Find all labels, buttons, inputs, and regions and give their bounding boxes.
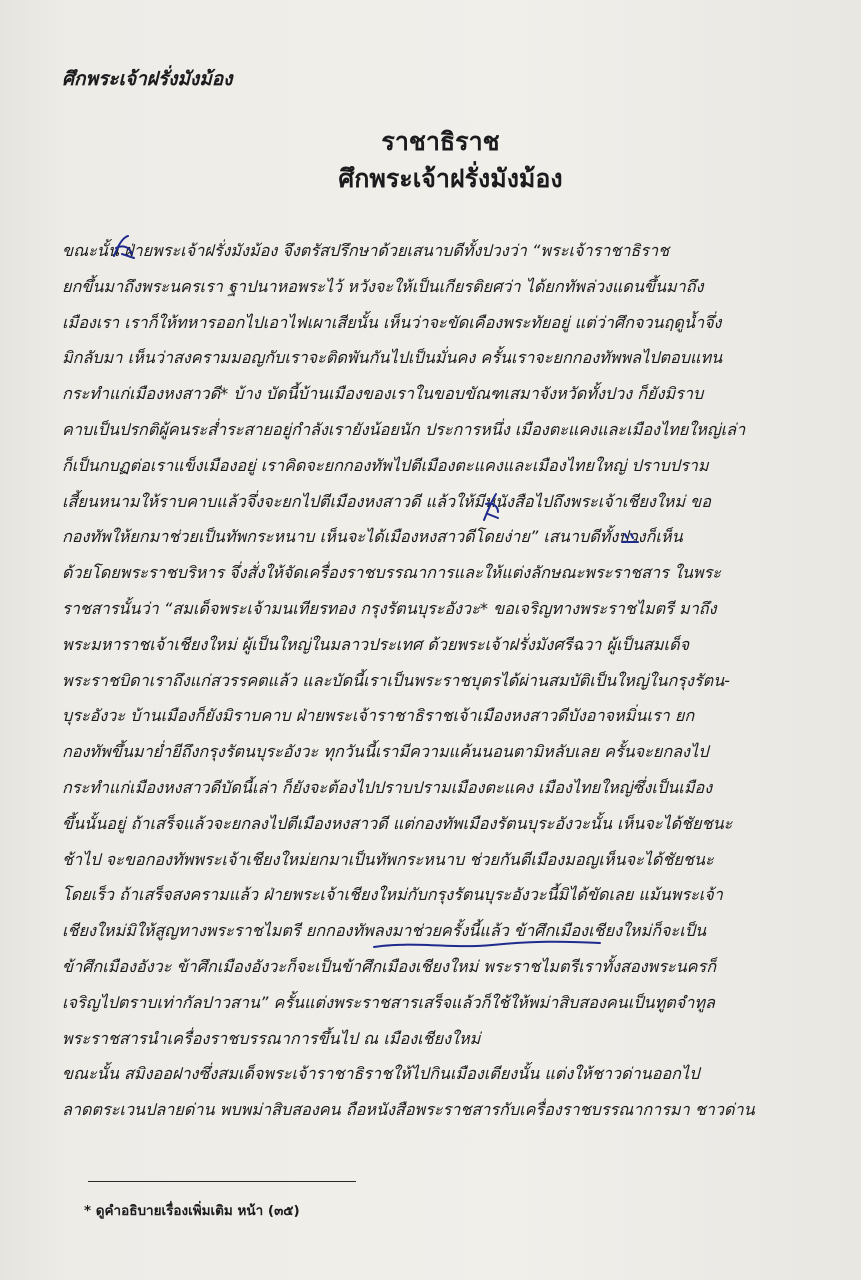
body-line: โดยเร็ว ถ้าเสร็จสงครามแล้ว ฝ่ายพระเจ้าเชียงใหม่กับกรุงรัตนบุระอังวะนี้มิได้ขัดเลย แม้นพระเจ้า	[62, 885, 723, 905]
body-line: ขึ้นนั้นอยู่ ถ้าเสร็จแล้วจะยกลงไปตีเมืองหงสาวดี แต่กองทัพเมืองรัตนบุระอังวะนั้น เห็นจะได้ชัยชนะ	[62, 813, 733, 833]
body-line: ขณะนั้น สมิงออฝางซึ่งสมเด็จพระเจ้าราชาธิราชให้ไปกินเมืองเตียงนั้น แต่งให้ชาวด่านออกไป	[62, 1064, 700, 1084]
body-line: ด้วยโดยพระราชบริหาร จึ่งสั่งให้จัดเครื่องราชบรรณาการและให้แต่งลักษณะพระราชสาร ในพระ	[62, 563, 721, 583]
body-line: พระราชบิดาเราถึงแก่สวรรคตแล้ว และบัดนี้เราเป็นพระราชบุตรได้ผ่านสมบัติเป็นใหญ่ในกรุงรัตน-	[62, 670, 731, 690]
body-line: พระมหาราชเจ้าเชียงใหม่ ผู้เป็นใหญ่ในมลาวประเทศ ด้วยพระเจ้าฝรั่งมังศรีฉวา ผู้เป็นสมเด็จ	[62, 634, 690, 654]
body-line: ข้าศึกเมืองอังวะ ข้าศึกเมืองอังวะก็จะเป็นข้าศึกเมืองเชียงใหม่ พระราชไมตรีเราทั้งสองพระนครก็	[62, 956, 716, 976]
body-line: บุระอังวะ บ้านเมืองก็ยังมิราบคาบ ฝ่ายพระเจ้าราชาธิราชเจ้าเมืองหงสาวดีบังอาจหมิ่นเรา ยก	[62, 706, 695, 726]
handwritten-quote-mark-icon	[619, 528, 641, 550]
body-line: มิกลับมา เห็นว่าสงครามมอญกับเราจะติดพันกันไปเป็นมั่นคง ครั้นเราจะยกกองทัพพลไปตอบแทน	[62, 348, 723, 368]
body-line: เจริญไปตราบเท่ากัลปาวสาน” ครั้นแต่งพระราชสารเสร็จแล้วก็ใช้ให้พม่าสิบสองคนเป็นทูตจำทูล	[62, 992, 715, 1012]
body-line: กองทัพขึ้นมาย่ำยีถึงกรุงรัตนบุระอังวะ ทุกวันนี้เรามีความแค้นนอนตามิหลับเลย ครั้นจะยกลงไป	[62, 742, 709, 762]
body-line: กองทัพให้ยกมาช่วยเป็นทัพกระหนาบ เห็นจะได้เมืองหงสาวดีโดยง่าย” เสนาบดีทั้งปวงก็เห็น	[62, 527, 683, 547]
body-line: กระทำแก่เมืองหงสาวดี* บ้าง บัดนี้บ้านเมืองของเราในขอบขัณฑเสมาจังหวัดทั้งปวง ก็ยังมิราบ	[62, 384, 704, 404]
body-line: ลาดตระเวนปลายด่าน พบพม่าสิบสองคน ถือหนังสือพระราชสารกับเครื่องราชบรรณาการมา ชาวด่าน	[62, 1100, 755, 1120]
body-line: ยกขึ้นมาถึงพระนครเรา ฐาปนาหอพระไว้ หวังจะให้เป็นเกียรติยศว่า ได้ยกทัพล่วงแดนขึ้นมาถึง	[62, 276, 704, 296]
handwritten-paragraph-mark-icon	[108, 232, 138, 262]
body-line: ขณะนั้น ฝ่ายพระเจ้าฝรั่งมังม้อง จึงตรัสปรึกษาด้วยเสนาบดีทั้งปวงว่า “พระเจ้าราชาธิราช	[62, 241, 670, 260]
body-line: เมืองเรา เราก็ให้ทหารออกไปเอาไฟเผาเสียนั้น เห็นว่าจะขัดเคืองพระทัยอยู่ แต่ว่าศึกจวนฤดูน้ำจึ่ง	[62, 312, 722, 332]
body-line: กระทำแก่เมืองหงสาวดีบัดนี้เล่า ก็ยังจะต้องไปปราบปรามเมืองตะแคง เมืองไทยใหญ่ซึ่งเป็นเมือง	[62, 777, 713, 797]
body-line: ช้าไป จะขอกองทัพพระเจ้าเชียงใหม่ยกมาเป็นทัพกระหนาบ ช่วยกันตีเมืองมอญเห็นจะได้ชัยชนะ	[62, 849, 714, 869]
body-line: ราชสารนั้นว่า “สมเด็จพระเจ้ามนเทียรทอง กรุงรัตนบุระอังวะ* ขอเจริญทางพระราชไมตรี มาถึง	[62, 598, 717, 618]
body-line: พระราชสารนำเครื่องราชบรรณาการขึ้นไป ณ เมืองเชียงใหม่	[62, 1028, 481, 1048]
body-line: เชียงใหม่มิให้สูญทางพระราชไมตรี ยกกองทัพลงมาช่วยครั้งนี้แล้ว ข้าศึกเมืองเชียงใหม่ก็จะเป็น	[62, 921, 707, 941]
body-line: ก็เป็นกบฏต่อเราแข็งเมืองอยู่ เราคิดจะยกกองทัพไปตีเมืองตะแคงและเมืองไทยใหญ่ ปราบปราม	[62, 455, 709, 475]
footnote: * ดูคำอธิบายเรื่องเพิ่มเติม หน้า (๓๕)	[84, 1203, 300, 1219]
handwritten-insert-mark-icon	[480, 490, 502, 524]
handwritten-underline-icon	[372, 937, 604, 953]
body-text	[62, 233, 826, 1128]
running-head: ศึกพระเจ้าฝรั่งมังม้อง	[62, 68, 233, 90]
title-line-1: ราชาธิราช	[381, 127, 500, 156]
body-line: คาบเป็นปรกติผู้คนระส่ำระสายอยู่กำลังเรายังน้อยนัก ประการหนึ่ง เมืองตะแคงและเมืองไทยใหญ่เล่า	[62, 419, 746, 439]
footnote-divider	[88, 1181, 356, 1182]
body-line: เสี้ยนหนามให้ราบคาบแล้วจึ่งจะยกไปตีเมืองหงสาวดี แล้วให้มีหนังสือไปถึงพระเจ้าเชียงใหม่ ขอ	[62, 491, 711, 511]
chapter-title	[0, 124, 861, 198]
title-line-2: ศึกพระเจ้าฝรั่งมังม้อง	[338, 164, 563, 193]
